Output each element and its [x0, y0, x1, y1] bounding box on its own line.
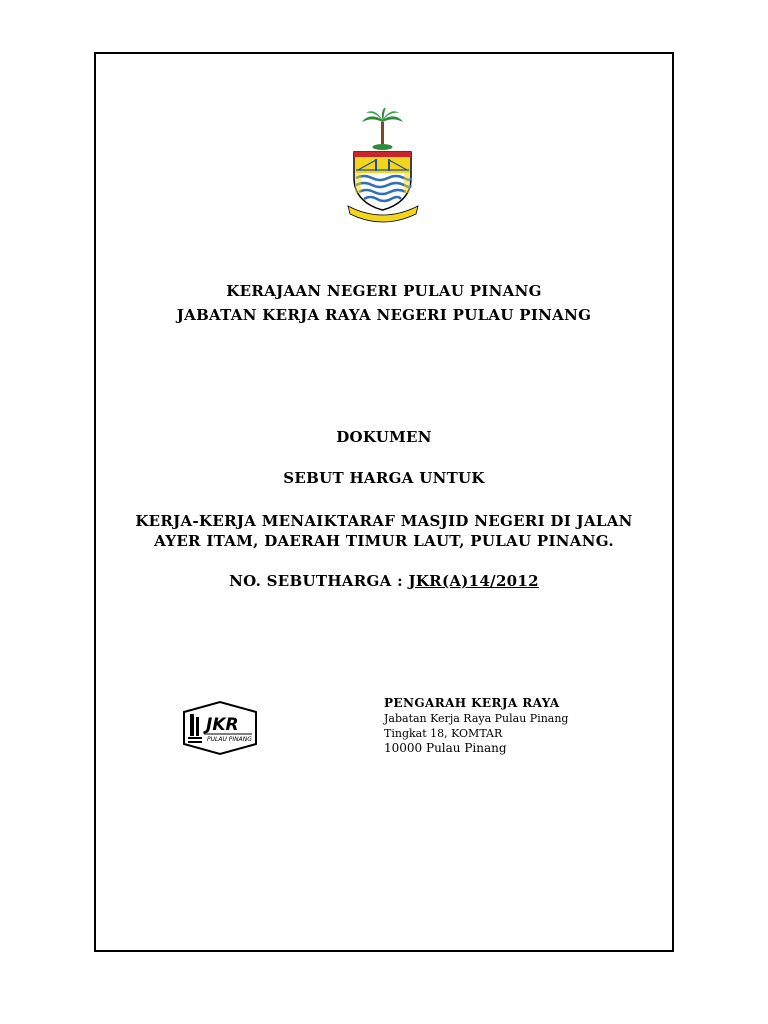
quotation-number: [0, 572, 768, 590]
project-title-line-2: AYER ITAM, DAERAH TIMUR LAUT, PULAU PINANG.: [154, 532, 614, 550]
state-crest-emblem: [346, 108, 420, 224]
quotation-number-label: NO. SEBUTHARGA :: [229, 572, 403, 590]
jkr-logo-subtext: PULAU PINANG: [207, 736, 252, 743]
department-name: JABATAN KERJA RAYA NEGERI PULAU PINANG: [176, 306, 592, 324]
address-line-3: 10000 Pulau Pinang: [384, 741, 507, 755]
quotation-number-value: JKR(A)14/2012: [408, 572, 539, 590]
contact-address: [384, 696, 568, 756]
address-line-1: Jabatan Kerja Raya Pulau Pinang: [384, 712, 569, 725]
document-subtitle: SEBUT HARGA UNTUK: [283, 469, 485, 487]
address-title: PENGARAH KERJA RAYA: [384, 696, 560, 710]
government-name: KERAJAAN NEGERI PULAU PINANG: [226, 282, 542, 300]
jkr-logo-text: JKR: [206, 715, 239, 735]
document-label: DOKUMEN: [336, 428, 432, 446]
address-line-2: Tingkat 18, KOMTAR: [384, 727, 503, 740]
project-title-line-1: KERJA-KERJA MENAIKTARAF MASJID NEGERI DI JALAN: [135, 512, 633, 530]
jkr-logo: [180, 700, 260, 756]
